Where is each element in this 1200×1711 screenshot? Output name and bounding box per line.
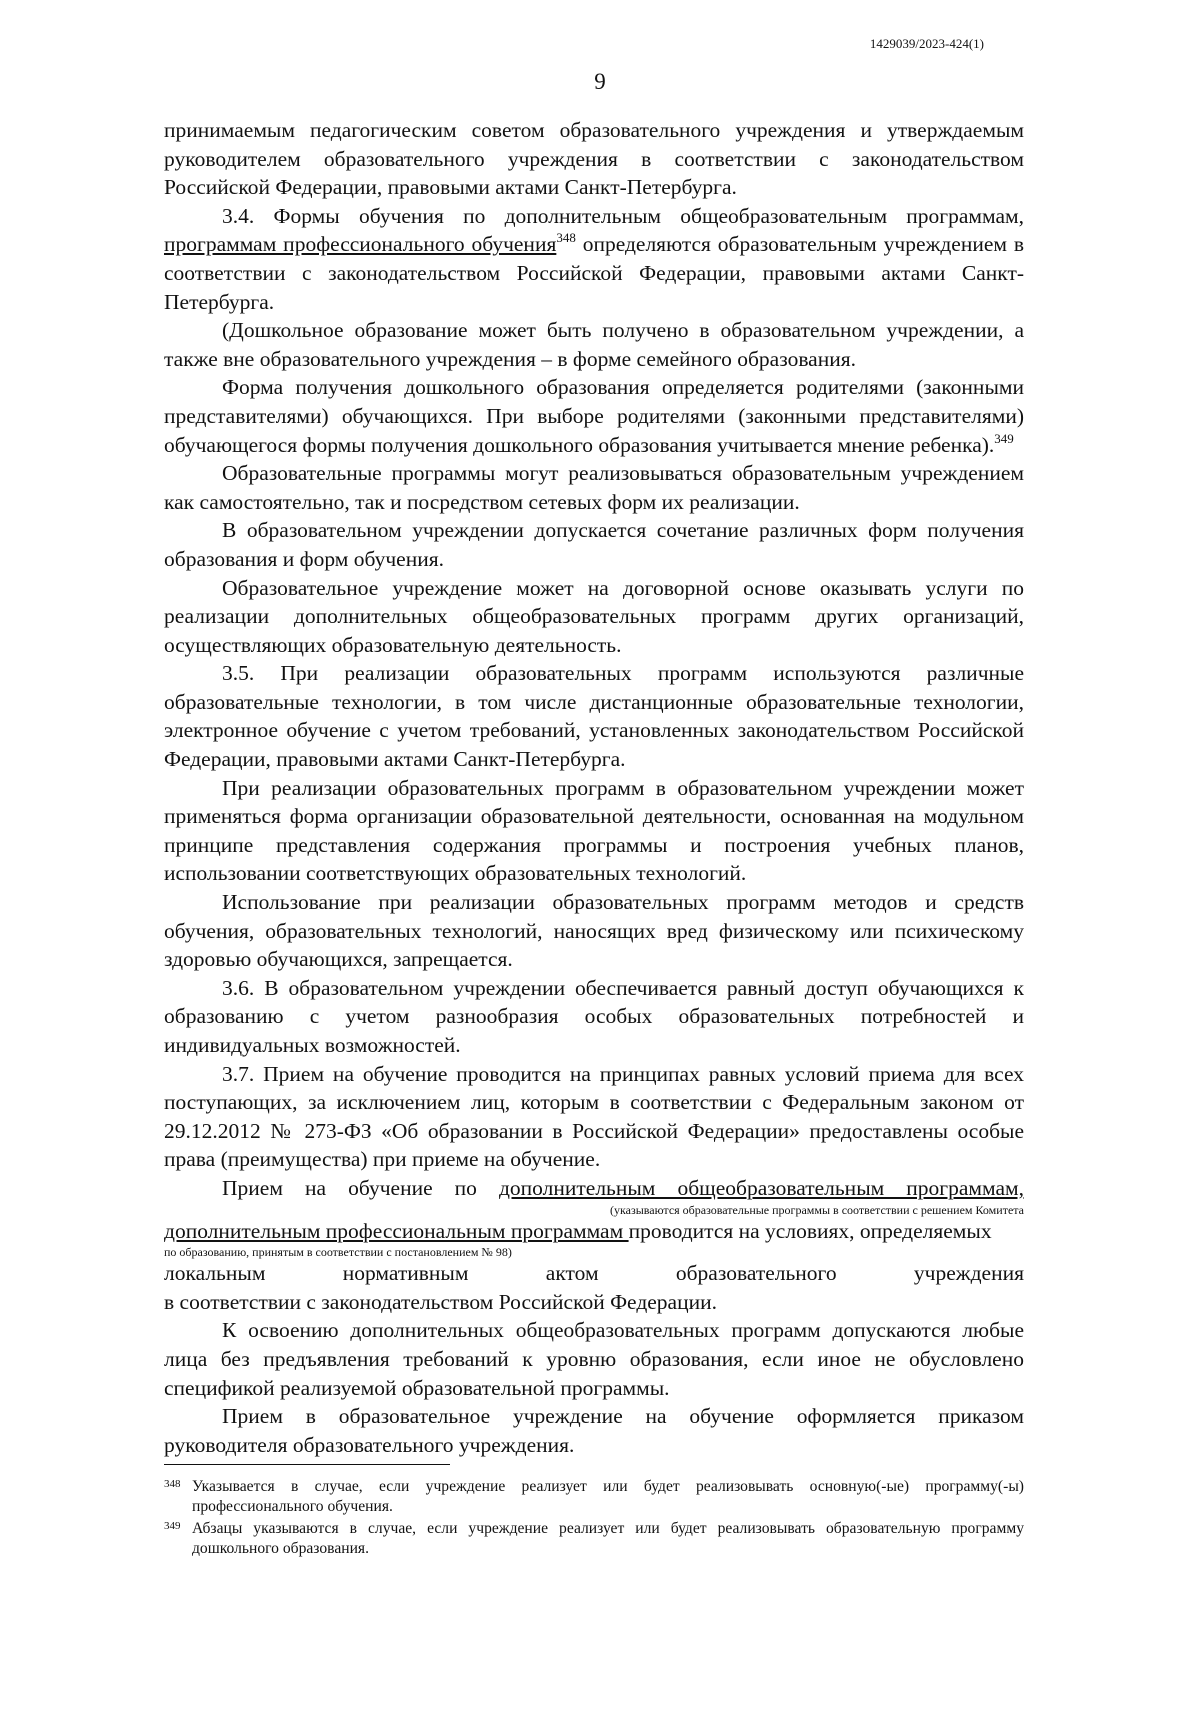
paragraph: Прием в образовательное учреждение на обучение оформляется приказом руководителя образовательного учреждения.	[164, 1404, 1024, 1457]
admission-paragraph	[164, 1174, 1024, 1316]
paragraph: При реализации образовательных программ в образовательном учреждении может применяться форма организации образовательной деятельности, основанная на модульном принципе представления содержания программы и построения учебных планов, использовании соответствующих образовательных технологий.	[164, 775, 1024, 886]
admission-line-4: в соответствии с законодательством Российской Федерации.	[164, 1289, 717, 1314]
paragraph: принимаемым педагогическим советом образовательного учреждения и утверждаемым руководителем образовательного учреждения в соответствии с законодательством Российской Федерации, правовыми актами Санкт-Петербурга.	[164, 118, 1024, 200]
footnote-mark: 349	[164, 1520, 181, 1532]
footnote-348	[164, 1477, 1024, 1517]
footnote-text: Указывается в случае, если учреждение реализует или будет реализовывать основную(-ые) программу(-ы) профессионального обучения.	[192, 1478, 1024, 1515]
admission-line-2	[164, 1217, 1024, 1246]
page-number: 9	[594, 69, 606, 94]
admission-line-3: локальным нормативным актом образовательного учреждения	[164, 1261, 1024, 1286]
footnote-mark: 348	[164, 1478, 181, 1490]
admission-line-1	[164, 1174, 1024, 1203]
footnotes	[164, 1464, 1024, 1561]
paragraph-text: 3.4. Формы обучения по дополнительным общеобразовательным программам,	[222, 203, 1024, 228]
underlined-text: дополнительным общеобразовательным программам,	[498, 1175, 1024, 1200]
document-body	[164, 116, 1024, 1459]
underlined-text: дополнительным профессиональным программам	[164, 1218, 629, 1243]
footnote-349	[164, 1519, 1024, 1559]
form-hint: (указываются образовательные программы в соответствии с решением Комитета	[610, 1202, 1024, 1217]
paragraph-3-6: 3.6. В образовательном учреждении обеспечивается равный доступ обучающихся к образованию с учетом разнообразия особых образовательных потребностей и индивидуальных возможностей.	[164, 975, 1024, 1057]
paragraph-3-5: 3.5. При реализации образовательных программ используются различные образовательные технологии, в том числе дистанционные образовательные технологии, электронное обучение с учетом требований, установленных законодательством Российской Федерации, правовыми актами Санкт-Петербурга.	[164, 661, 1024, 772]
paragraph-text: проводится на условиях, определяемых	[628, 1218, 992, 1243]
paragraph: Использование при реализации образовательных программ методов и средств обучения, образовательных технологий, наносящих вред физическому или психическому здоровью обучающихся, запрещается.	[164, 890, 1024, 972]
underlined-text: программам профессионального обучения	[164, 232, 557, 257]
footnote-ref-349: 349	[994, 430, 1014, 446]
footnote-ref-348: 348	[556, 230, 576, 246]
paragraph: К освоению дополнительных общеобразовательных программ допускаются любые лица без предъявления требований к уровню образования, если иное не обусловлено спецификой реализуемой образовательной программы.	[164, 1318, 1024, 1400]
paragraph-3-4	[164, 202, 1024, 316]
document-number: 1429039/2023-424(1)	[869, 36, 984, 51]
paragraph-text: Прием на обучение по	[222, 1175, 499, 1200]
paragraph: (Дошкольное образование может быть получено в образовательном учреждении, а также вне образовательного учреждения – в форме семейного образования.	[164, 318, 1024, 371]
paragraph	[164, 373, 1024, 459]
paragraph: В образовательном учреждении допускается сочетание различных форм получения образования и форм обучения.	[164, 518, 1024, 571]
paragraph-text: Форма получения дошкольного образования определяется родителями (законными представителями) обучающихся. При выборе родителями (законными представителями) обучающегося формы получения дошкольного образования учитывается мнение ребенка).	[164, 375, 1024, 457]
paragraph: Образовательное учреждение может на договорной основе оказывать услуги по реализации дополнительных общеобразовательных программ других организаций, осуществляющих образовательную деятельность.	[164, 575, 1024, 657]
form-hint: по образованию, принятым в соответствии с постановлением № 98)	[164, 1245, 512, 1260]
paragraph: Образовательные программы могут реализовываться образовательным учреждением как самостоятельно, так и посредством сетевых форм их реализации.	[164, 461, 1024, 514]
footnote-separator	[164, 1464, 450, 1465]
footnote-text: Абзацы указываются в случае, если учреждение реализует или будет реализовывать образовательную программу дошкольного образования.	[192, 1520, 1024, 1557]
paragraph-3-7: 3.7. Прием на обучение проводится на принципах равных условий приема для всех поступающих, за исключением лиц, которым в соответствии с Федеральным законом от 29.12.2012 № 273-ФЗ «Об образовании в Российской Федерации» предоставлены особые права (преимущества) при приеме на обучение.	[164, 1061, 1024, 1172]
paragraph-text: определяются образовательным учреждением в соответствии с законодательством Российской Федерации, правовыми актами Санкт-Петербурга.	[164, 232, 1024, 314]
